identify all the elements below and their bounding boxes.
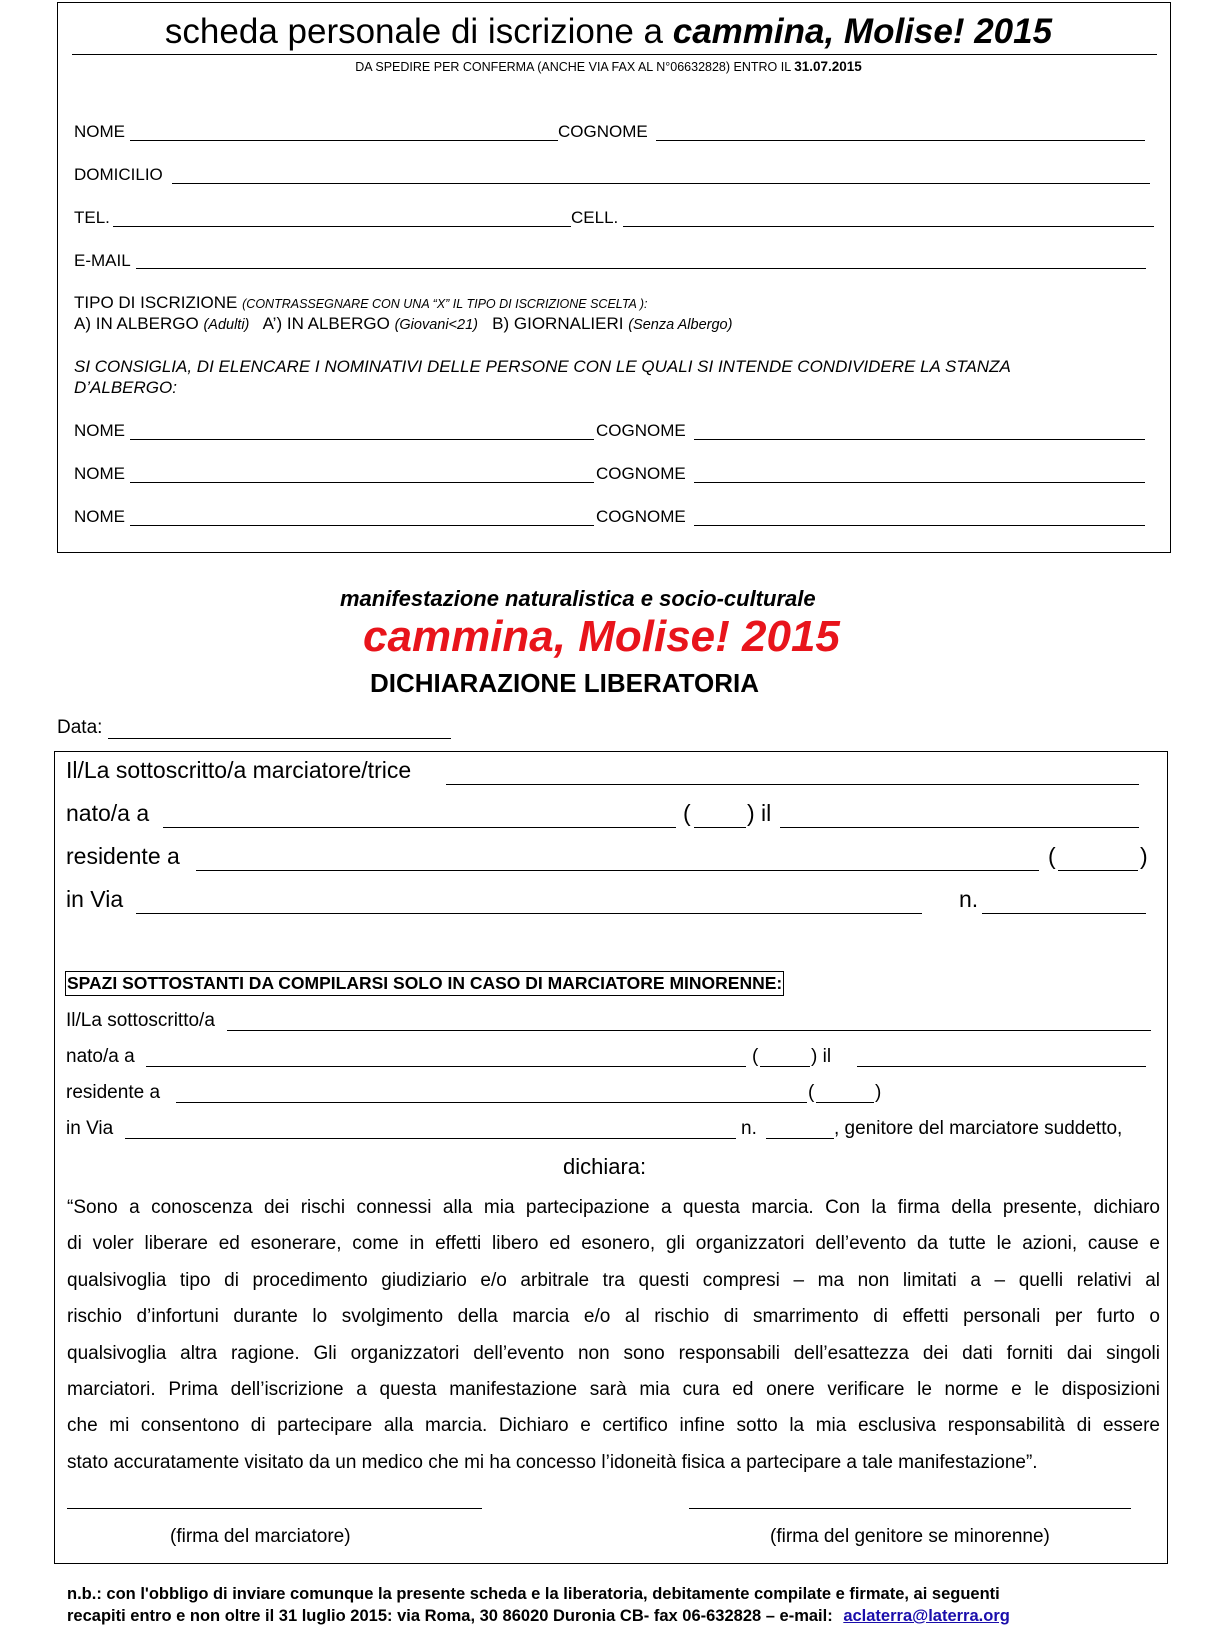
option-a[interactable]: A) IN ALBERGO: [74, 314, 199, 333]
footer-note-line-1: n.b.: con l'obbligo di inviare comunque la presente scheda e la liberatoria, debitamente compilate e firmate, ai seguenti: [67, 1585, 1000, 1603]
declaration-line: di voler liberare ed esonerare, come in effetti libero ed esonero, gli organizzatori dell’evento da tutte le azioni, cause e: [67, 1233, 1160, 1255]
option-b-note: (Senza Albergo): [628, 317, 733, 333]
nato-label: nato/a a: [66, 800, 150, 826]
minor-via-line: [125, 1138, 736, 1139]
roommate-3-nome-field[interactable]: [132, 503, 592, 525]
roommate-cognome-label: COGNOME: [596, 507, 686, 526]
email-label: E-MAIL: [74, 251, 131, 270]
tipo-iscrizione: [74, 293, 648, 313]
minor-nato-field[interactable]: [148, 1043, 744, 1065]
domicilio-line: [172, 183, 1150, 184]
option-a2[interactable]: A’) IN ALBERGO: [262, 314, 390, 333]
advice-line-1: SI CONSIGLIA, DI ELENCARE I NOMINATIVI DELLE PERSONE CON LE QUALI SI INTENDE CONDIVIDERE LA STANZA: [74, 357, 1011, 376]
roommate-1-nome-field[interactable]: [132, 417, 592, 439]
tel-field[interactable]: [115, 204, 569, 226]
declaration-line: qualsivoglia altra ragione. Gli organizzatori dell’evento non sono responsabili dell’esattezza dei dati forniti dai singoli: [67, 1342, 1160, 1364]
cell-line: [623, 226, 1154, 227]
sottoscritto-field[interactable]: [448, 758, 1137, 784]
roommate-nome-label: NOME: [74, 507, 125, 526]
signature-genitore-field[interactable]: [691, 1484, 1129, 1506]
minor-via-label: in Via: [66, 1118, 114, 1139]
footer-note-text: recapiti entro e non oltre il 31 luglio 2015: via Roma, 30 86020 Duronia CB- fax 06-632828 – e-mail:: [67, 1607, 833, 1625]
cell-label: CELL.: [571, 208, 619, 227]
nato-paren-close-il: ) il: [747, 800, 772, 826]
minor-nato-label: nato/a a: [66, 1046, 135, 1067]
tipo-note: (CONTRASSEGNARE CON UNA “X” IL TIPO DI ISCRIZIONE SCELTA ):: [242, 297, 648, 311]
footer-note-line-2: [67, 1607, 1010, 1626]
option-a-note: (Adulti): [203, 317, 250, 333]
tel-line: [113, 226, 571, 227]
minor-via-field[interactable]: [127, 1115, 734, 1137]
nato-date-field[interactable]: [782, 801, 1137, 827]
minor-genitore-text: , genitore del marciatore suddetto,: [834, 1118, 1123, 1139]
declaration-line: qualsivoglia tipo di procedimento giudiziario e/o arbitrale tra questi compresi – ma non limitati a – quelli relativi al: [67, 1269, 1160, 1291]
via-label: in Via: [66, 886, 124, 912]
minor-residente-prov-field[interactable]: [818, 1079, 872, 1101]
tipo-options: [74, 314, 732, 334]
minor-numero-field[interactable]: [768, 1115, 832, 1137]
roommate-2-nome-field[interactable]: [132, 460, 592, 482]
roommate-cognome-line: [694, 482, 1145, 483]
minor-sottoscritto-label: Il/La sottoscritto/a: [66, 1010, 215, 1031]
minor-sottoscritto-field[interactable]: [229, 1007, 1149, 1029]
title-plain: scheda personale di iscrizione a: [164, 12, 663, 51]
title-underline: [72, 54, 1157, 55]
cognome-label: COGNOME: [558, 122, 648, 141]
nato-prov-field[interactable]: [696, 801, 744, 827]
sottoscritto-label: Il/La sottoscritto/a marciatore/trice: [66, 757, 412, 783]
data-line: [108, 738, 451, 739]
roommate-2-cognome-field[interactable]: [696, 460, 1143, 482]
minor-numero-label: n.: [741, 1118, 757, 1139]
subtitle: [0, 59, 1217, 74]
roommate-nome-line: [130, 439, 594, 440]
roommate-cognome-label: COGNOME: [596, 421, 686, 440]
roommate-3-cognome-field[interactable]: [696, 503, 1143, 525]
roommate-nome-line: [130, 525, 594, 526]
declaration-line: che mi consentono di partecipare alla marcia. Dichiaro e certifico infine sotto la mia esclusiva responsabilità di essere: [67, 1415, 1160, 1437]
minor-sottoscritto-line: [227, 1030, 1151, 1031]
declaration-line: marciatori. Prima dell’iscrizione a questa manifestazione sarà mia cura ed onere verificare le norme e le disposizioni: [67, 1378, 1160, 1400]
email-field[interactable]: [138, 246, 1144, 268]
nome-field[interactable]: [132, 118, 556, 140]
roommate-nome-label: NOME: [74, 464, 125, 483]
nome-line: [130, 140, 558, 141]
signature-genitore-label: (firma del genitore se minorenne): [770, 1526, 1050, 1547]
cell-field[interactable]: [625, 204, 1152, 226]
residente-paren-open: (: [1048, 843, 1056, 869]
roommate-1-cognome-field[interactable]: [696, 417, 1143, 439]
numero-field[interactable]: [984, 887, 1144, 913]
page-title: [0, 12, 1217, 52]
via-field[interactable]: [138, 887, 920, 913]
declaration-text: [67, 1190, 1160, 1481]
option-a2-note: (Giovani<21): [394, 317, 478, 333]
minor-nato-prov-line: [760, 1066, 810, 1067]
domicilio-field[interactable]: [174, 161, 1148, 183]
minor-residente-field[interactable]: [178, 1079, 805, 1101]
via-line: [136, 913, 922, 914]
title-event-name: cammina, Molise! 2015: [672, 12, 1053, 51]
cognome-field[interactable]: [658, 118, 1143, 140]
sottoscritto-line: [446, 784, 1139, 785]
residente-label: residente a: [66, 843, 180, 869]
roommate-cognome-label: COGNOME: [596, 464, 686, 483]
roommate-nome-line: [130, 482, 594, 483]
minor-residente-prov-line: [816, 1102, 874, 1103]
minor-nato-paren-open: (: [752, 1046, 759, 1067]
footer-email-link[interactable]: aclaterra@laterra.org: [843, 1607, 1010, 1625]
deadline: 31.07.2015: [794, 59, 862, 74]
signature-genitore-line: [689, 1508, 1131, 1509]
numero-label: n.: [959, 886, 979, 912]
residente-paren-close: ): [1140, 843, 1148, 869]
nato-date-line: [780, 827, 1139, 828]
event-title: cammina, Molise! 2015: [363, 612, 840, 661]
roommate-cognome-line: [694, 439, 1145, 440]
minor-nato-date-line: [857, 1066, 1146, 1067]
subtitle-text: DA SPEDIRE PER CONFERMA (ANCHE VIA FAX AL N°06632828) ENTRO IL: [355, 60, 791, 74]
numero-line: [982, 913, 1146, 914]
option-b[interactable]: B) GIORNALIERI: [492, 314, 624, 333]
minor-heading: SPAZI SOTTOSTANTI DA COMPILARSI SOLO IN CASO DI MARCIATORE MINORENNE:: [65, 971, 784, 996]
declaration-line: “Sono a conoscenza dei rischi connessi alla mia partecipazione a questa marcia. Con la firma della presente, dichiaro: [67, 1197, 1160, 1218]
signature-marciatore-line: [67, 1508, 482, 1509]
nato-field[interactable]: [165, 801, 674, 827]
cognome-line: [656, 140, 1145, 141]
roommate-nome-label: NOME: [74, 421, 125, 440]
nome-label: NOME: [74, 122, 125, 141]
dichiara-heading: dichiara:: [563, 1154, 647, 1179]
minor-residente-label: residente a: [66, 1082, 161, 1103]
minor-nato-prov-field[interactable]: [762, 1043, 808, 1065]
minor-residente-paren-close: ): [875, 1082, 882, 1103]
email-line: [136, 268, 1146, 269]
nato-prov-line: [694, 827, 746, 828]
declaration-line: rischio d’infortuni durante lo svolgimento della marcia e/o al rischio di smarrimento di effetti personali per furto o: [67, 1306, 1160, 1328]
nato-paren-open: (: [683, 800, 691, 826]
signature-marciatore-field[interactable]: [69, 1484, 480, 1506]
residente-field[interactable]: [198, 844, 1037, 870]
minor-residente-line: [176, 1102, 807, 1103]
minor-nato-paren-close-il: ) il: [811, 1046, 832, 1067]
data-field[interactable]: [110, 714, 449, 736]
minor-nato-line: [146, 1066, 746, 1067]
minor-numero-line: [766, 1138, 834, 1139]
residente-prov-line: [1058, 870, 1138, 871]
advice-line-2: D’ALBERGO:: [74, 378, 177, 397]
roommate-cognome-line: [694, 525, 1145, 526]
minor-residente-paren-open: (: [808, 1082, 815, 1103]
domicilio-label: DOMICILIO: [74, 165, 163, 184]
nato-line: [163, 827, 676, 828]
minor-nato-date-field[interactable]: [859, 1043, 1144, 1065]
signature-marciatore-label: (firma del marciatore): [170, 1526, 351, 1547]
data-label: Data:: [57, 717, 103, 738]
tipo-label: TIPO DI ISCRIZIONE: [74, 293, 238, 312]
tel-label: TEL.: [74, 208, 110, 227]
declaration-line: stato accuratamente visitato da un medico che mi ha concesso l’idoneità fisica a partecipare a tale manifestazione”.: [67, 1451, 1038, 1473]
release-heading: DICHIARAZIONE LIBERATORIA: [370, 668, 760, 698]
residente-line: [196, 870, 1039, 871]
residente-prov-field[interactable]: [1060, 844, 1136, 870]
event-subtitle: manifestazione naturalistica e socio-culturale: [340, 586, 816, 611]
